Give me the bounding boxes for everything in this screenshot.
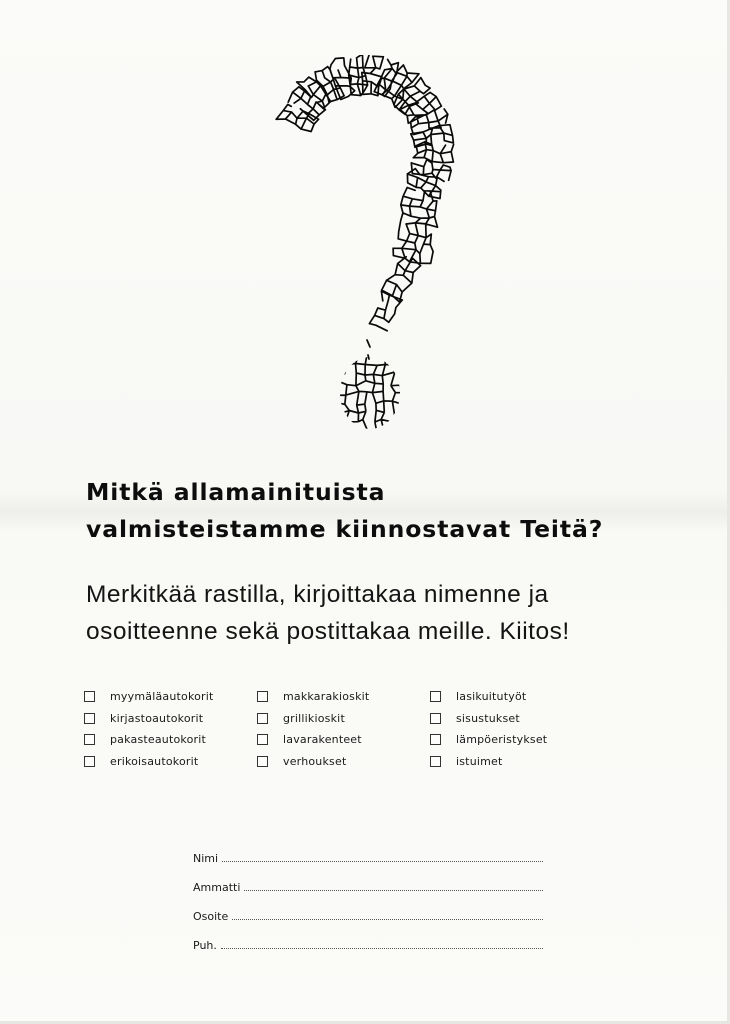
checkbox[interactable] — [84, 756, 95, 767]
phone-input-line[interactable] — [221, 947, 543, 949]
option-label: kirjastoautokorit — [110, 711, 204, 725]
address-field[interactable] — [193, 894, 543, 923]
option-makkarakioskit[interactable] — [257, 686, 369, 708]
checkbox[interactable] — [84, 713, 95, 724]
option-label: myymäläautokorit — [110, 690, 214, 704]
name-field[interactable] — [193, 836, 543, 865]
instructions-line-2: osoitteenne sekä postittakaa meille. Kiitos! — [86, 618, 570, 645]
address-input-line[interactable] — [232, 918, 543, 920]
checkbox[interactable] — [430, 734, 441, 745]
checkbox[interactable] — [257, 691, 268, 702]
checkbox[interactable] — [257, 756, 268, 767]
occupation-input-line[interactable] — [244, 889, 543, 891]
heading-line-2: valmisteistamme kiinnostavat Teitä? — [86, 515, 604, 543]
option-label: pakasteautokorit — [110, 733, 207, 747]
instructions-text — [86, 576, 726, 650]
option-sisustukset[interactable] — [430, 708, 547, 730]
address-label: Osoite — [193, 910, 229, 923]
options-column-2 — [257, 686, 369, 772]
contact-form — [193, 836, 543, 952]
phone-field[interactable] — [193, 923, 543, 952]
name-input-line[interactable] — [222, 860, 543, 862]
option-label: lavarakenteet — [283, 733, 362, 747]
occupation-label: Ammatti — [193, 881, 241, 894]
option-lasikuitutyot[interactable] — [430, 686, 547, 708]
option-label: istuimet — [456, 754, 503, 768]
question-mark-icon — [262, 55, 472, 440]
option-label: sisustukset — [456, 711, 520, 725]
option-erikoisautokorit[interactable] — [84, 751, 214, 773]
instructions-line-1: Merkitkää rastilla, kirjoittakaa nimenne ja — [86, 581, 549, 608]
checkbox[interactable] — [84, 691, 95, 702]
options-column-3 — [430, 686, 547, 772]
option-lampoeristykset[interactable] — [430, 729, 547, 751]
question-mark-hook — [276, 55, 453, 359]
checkbox[interactable] — [257, 734, 268, 745]
option-label: makkarakioskit — [283, 690, 370, 704]
checkbox[interactable] — [84, 734, 95, 745]
option-pakasteautokorit[interactable] — [84, 729, 214, 751]
option-grillikioskit[interactable] — [257, 708, 369, 730]
option-verhoukset[interactable] — [257, 751, 369, 773]
option-myymalaautokorit[interactable] — [84, 686, 214, 708]
options-column-1 — [84, 686, 214, 772]
option-istuimet[interactable] — [430, 751, 547, 773]
checkbox[interactable] — [257, 713, 268, 724]
option-label: grillikioskit — [283, 711, 345, 725]
question-mark-dot — [336, 353, 404, 434]
name-label: Nimi — [193, 852, 219, 865]
option-label: lämpöeristykset — [456, 733, 548, 747]
option-label: lasikuitutyöt — [456, 690, 527, 704]
checkbox[interactable] — [430, 691, 441, 702]
option-kirjastoautokorit[interactable] — [84, 708, 214, 730]
page-heading — [86, 474, 706, 548]
phone-label: Puh. — [193, 939, 217, 952]
checkbox[interactable] — [430, 713, 441, 724]
option-lavarakenteet[interactable] — [257, 729, 369, 751]
option-label: erikoisautokorit — [110, 754, 199, 768]
option-label: verhoukset — [283, 754, 347, 768]
occupation-field[interactable] — [193, 865, 543, 894]
heading-line-1: Mitkä allamainituista — [86, 478, 386, 506]
checkbox[interactable] — [430, 756, 441, 767]
